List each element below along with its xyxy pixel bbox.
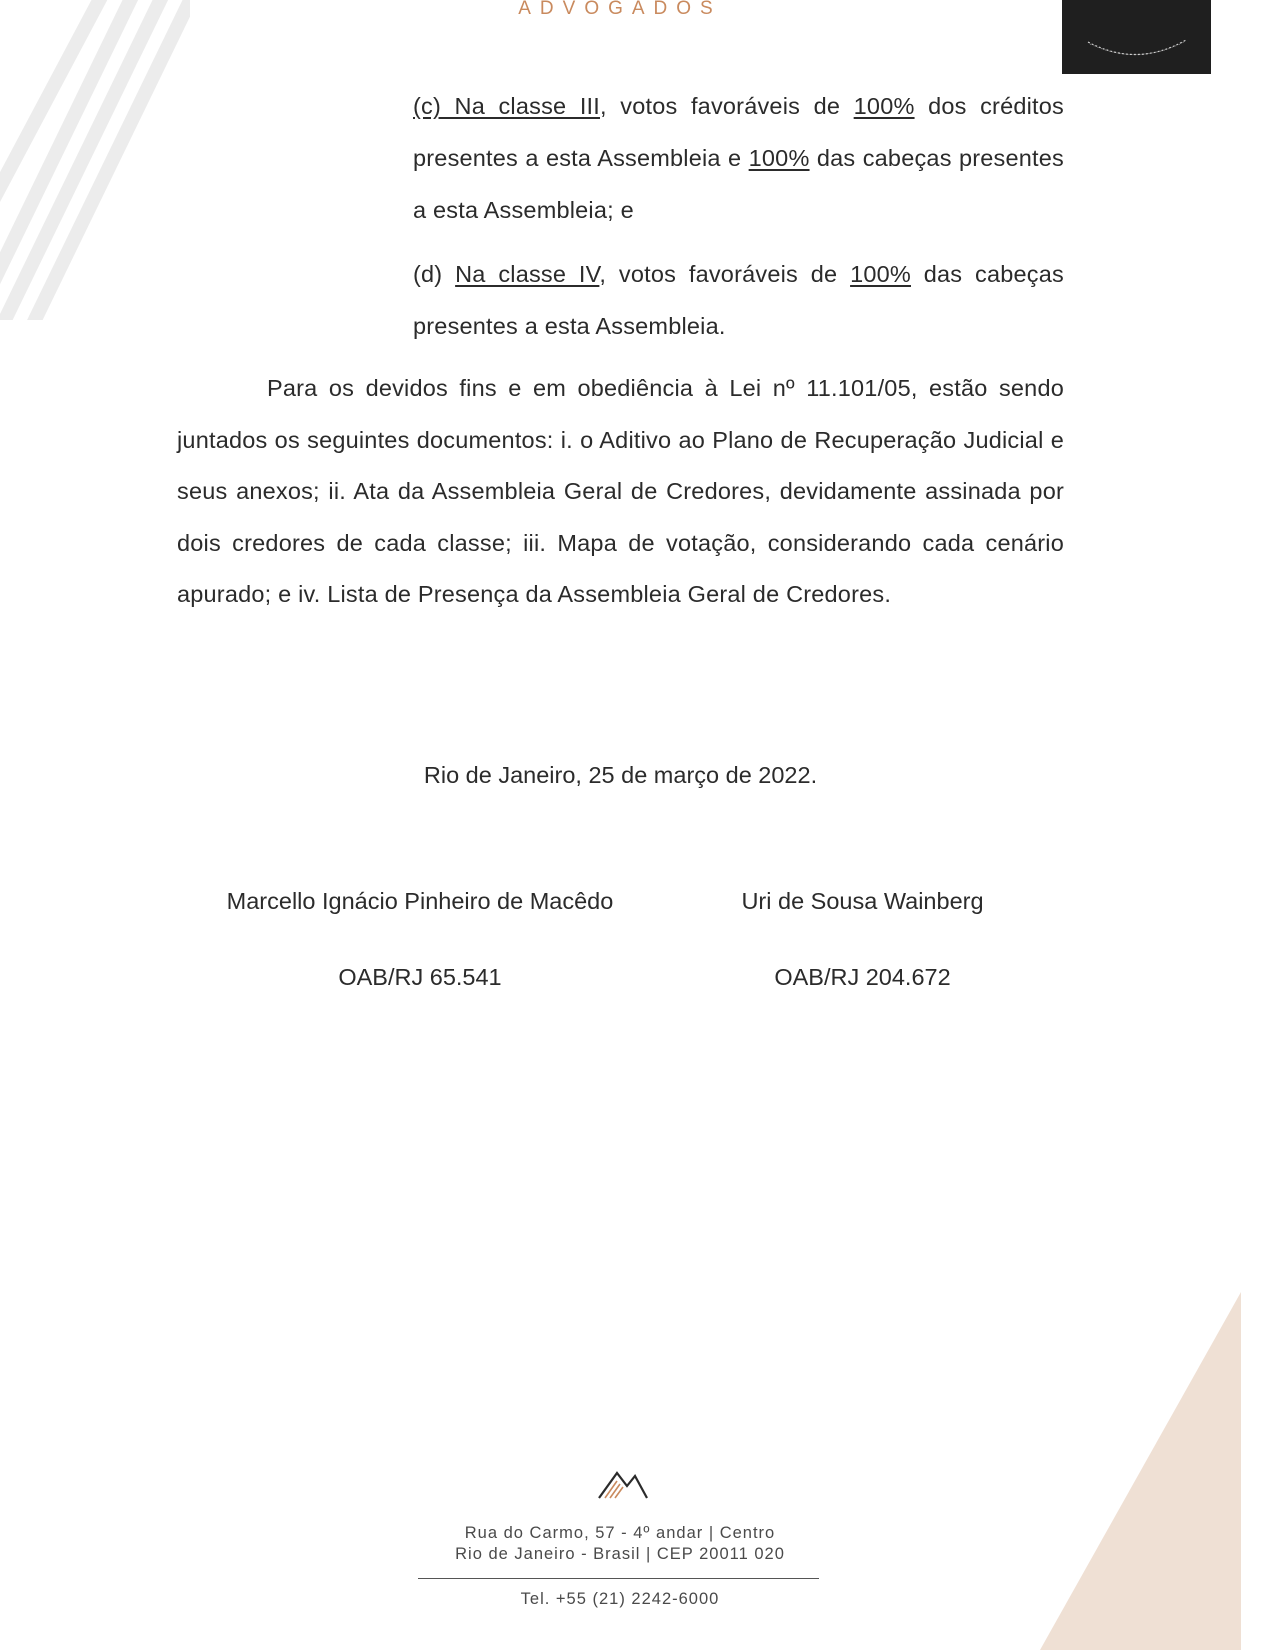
documents-paragraph [177, 363, 1064, 621]
clause-d-prefix: (d) [413, 261, 456, 287]
clause-c-label: (c) Na classe III [413, 93, 601, 119]
clause-d-pct-a: 100% [850, 261, 911, 287]
clause-c-text-a: , votos favoráveis de [600, 93, 854, 119]
clause-c-pct-b: 100% [748, 145, 810, 171]
item-text-1: o Aditivo ao Plano de Recuperação Judicial e seus anexos; [177, 426, 1064, 504]
clause-d-label: Na classe IV [455, 261, 600, 287]
clause-c [413, 80, 1064, 236]
brand-logo-icon [1062, 0, 1211, 74]
item-text-3: Mapa de votação, considerando cada cenário apurado; e [177, 529, 1064, 607]
mountain-logo-icon [597, 1470, 649, 1500]
item-number-1: i. [560, 426, 573, 453]
header-brand-text: ADVOGADOS [518, 0, 722, 19]
footer-phone: Tel. +55 (21) 2242-6000 [520, 1590, 720, 1608]
footer-divider [418, 1578, 819, 1579]
paragraph-intro: Para os devidos fins e em obediência à Lei nº 11.101/05, estão sendo juntados os seguintes documentos: [177, 375, 1064, 453]
clause-c-pct-a: 100% [853, 93, 915, 119]
signatory-1-name: Marcello Ignácio Pinheiro de Macêdo [226, 888, 614, 914]
signatory-2-oab: OAB/RJ 204.672 [774, 964, 951, 990]
signatory-2-name: Uri de Sousa Wainberg [741, 888, 984, 914]
footer-address-line-1: Rua do Carmo, 57 - 4º andar | Centro [464, 1524, 776, 1542]
signatory-1-oab: OAB/RJ 65.541 [338, 964, 502, 990]
clause-d [413, 248, 1064, 352]
item-number-4: iv. [298, 581, 321, 607]
clause-d-text-b: das cabeças presentes a esta Assembleia. [413, 261, 1064, 339]
header-logo-box [1062, 0, 1211, 74]
decorative-stripes [0, 0, 190, 320]
item-text-4: Lista de Presença da Assembleia Geral de Credores. [320, 581, 892, 607]
clause-c-text-b: dos créditos presentes a esta Assembleia e [413, 93, 1064, 171]
item-number-2: ii. [328, 478, 346, 504]
item-number-3: iii. [523, 529, 547, 556]
clause-d-text-a: , votos favoráveis de [599, 261, 851, 287]
item-text-2: Ata da Assembleia Geral de Credores, devidamente assinada por dois credores de cada classe; [177, 478, 1064, 556]
date-line: Rio de Janeiro, 25 de março de 2022. [423, 762, 818, 788]
footer-address-line-2: Rio de Janeiro - Brasil | CEP 20011 020 [455, 1545, 785, 1563]
clause-c-text-c: das cabeças presentes a esta Assembleia; e [413, 145, 1064, 223]
